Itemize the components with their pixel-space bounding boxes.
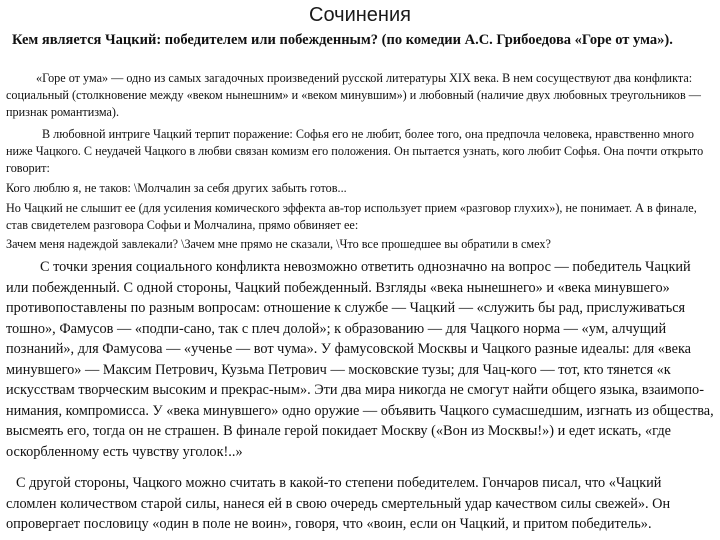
quote-sophia xyxy=(6,180,714,197)
paragraph-3: Кого люблю я, не таков: \Молчалин за себя других забыть готов... xyxy=(6,181,347,195)
paragraph-intro xyxy=(6,70,714,121)
paragraph-7: С другой стороны, Чацкого можно считать в какой-то степени победителем. Гончаров писал, что «Чацкий сломлен количеством старой силы, нанеся ей в свою очередь смертельный удар качеством силы свежей». Он опровергает пословицу «один в поле не воин», говоря, что «воин, если он Чацкий, и притом победитель». xyxy=(6,475,671,532)
paragraph-1: «Горе от ума» — одно из самых загадочных произведений русской литературы XIX века. В нем сосуществуют два конфликта: социальный (столкновение между «веком нынешним» и «веком минувшим») и любовный (наличие двух любовных треугольников — признак романтизма). xyxy=(6,71,701,119)
paragraph-social-conflict xyxy=(6,257,714,462)
paragraph-victory xyxy=(6,473,714,535)
quote-chatsky xyxy=(6,236,714,253)
essay-heading: Кем является Чацкий: победителем или побежденным? (по комедии А.С. Грибоедова «Горе от ума»). xyxy=(12,32,673,48)
paragraph-2: В любовной интриге Чацкий терпит поражение: Софья его не любит, более того, она предпочла человека, нравственно много ниже Чацкого. С неудачей Чацкого в любви связан комизм его положения. Он пытается узнать, кого любит Софья. Она почти открыто говорит: xyxy=(6,127,704,175)
paragraph-6: С точки зрения социального конфликта невозможно ответить однозначно на вопрос — победитель Чацкий или побежденный. С одной стороны, Чацкий побежденный. Взгляды «века нынешнего» и «века минувшего» противопоставлены по разным вопросам: отношение к службе — Чацкий — «служить бы рад, прислуживаться тошно», Фамусов — «подпи-сано, так с плеч долой»; к образованию — для Чацкого норма — «ум, алчущий познаний», для Фамусова — «ученье — вот чума». У фамусовской Москвы и Чацкого разные идеалы: для «века минувшего» — Максим Петрович, Кузьма Петрович — московские тузы; для Чац-кого — тот, кто тянется «к искусствам творческим высоким и прекрас-ным». Эти два мира никогда не смогут найти общего языка, взаимопо-нимания, компромисса. У «века минувшего» одно оружие — объявить Чацкого сумасшедшим, изгнать из общества, высмеять его, тогда он не страшен. В финале герой покидает Москву («Вон из Москвы!») и едет искать, «где оскорбленному есть чувству уголок!..» xyxy=(6,259,714,460)
paragraph-deaf-dialogue xyxy=(6,200,714,234)
paragraph-love-block xyxy=(6,126,714,177)
paragraph-5: Зачем меня надеждой завлекали? \Зачем мне прямо не сказали, \Что все прошедшее вы обратили в смех? xyxy=(6,237,551,251)
page-title: Сочинения xyxy=(309,4,411,26)
paragraph-4: Но Чацкий не слышит ее (для усиления комического эффекта ав-тор использует прием «разговор глухих»), не понимает. А в финале, став свидетелем разговора Софьи и Молчалина, прямо обвиняет ее: xyxy=(6,201,697,232)
